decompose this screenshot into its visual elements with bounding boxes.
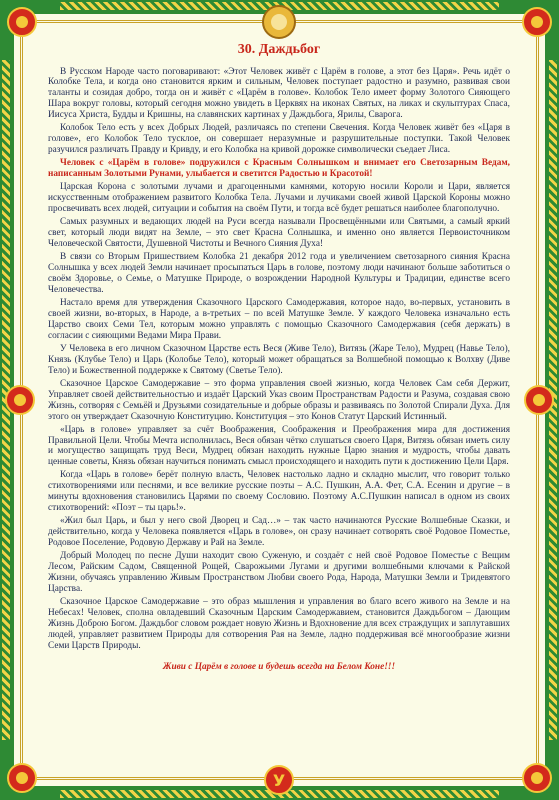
paragraph-4: Царская Корона с золотыми лучами и драгоценными камнями, которую носили Короли и Цари, является искусственным отображением развитого Колобка Тела. Лучами и лучиками своей живой Царской Короны можно просвечивать всех людей, ситуации и события на своём Пути, и тогда всё будет решаться наиболее благополучно. (48, 182, 510, 215)
paragraph-3: Человек с «Царём в голове» подружился с Красным Солнышком и внимает его Светозарным Ведам, написанным Золотыми Рунами, улыбается и светится Радостью и Красотой! (48, 158, 510, 180)
corner-medallion-top-right-icon (522, 7, 552, 37)
page-content (48, 42, 510, 675)
paragraph-10: «Царь в голове» управляет за счёт Воображения, Соображения и Преображения мира для достижения Правильной Цели. Чтобы Мечта исполнилась, Веся обязан чётко слушаться своего Царя, Витязь обязан иметь силу и могущество защищать труд Веси, Мудрец обязан находить нужные Царю знания и мудрость, чтобы давать ценные советы, Князь обязан научиться понимать смысл происходящего и находить пути к достижению Цели Царя. (48, 424, 510, 468)
paragraph-6: В связи со Вторым Пришествием Колобка 21 декабря 2012 года и увеличением светозарного сияния Красна Солнышка у всех людей Земли начинает просыпаться Царь в голове, поэтому люди начинают больше заботиться о своём Здоровье, о Семье, о Матушке Природе, о возрождении Народной Культуры и Традиции, единстве всего Человечества. (48, 252, 510, 295)
paragraph-13: Добрый Молодец по песне Души находит свою Суженую, и создаёт с ней своё Родовое Поместье с Вещим Лесом, Райским Садом, Священной Рощей, Сварожьими Лугами и другими волшебными ключами к Райской Жизни, обучаясь управлению Живым Пространством Любви своего Рода, Народа, Матушки Земли и Тридевятого Царства. (48, 551, 510, 595)
paragraph-9: Сказочное Царское Самодержавие – это форма управления своей жизнью, когда Человек Сам себя Держит, Управляет своей действительностью и издаёт Царский Указ своим Пространствам Радости и Разума, создавая свою Жизнь, сотворяя с Семьёй и Друзьями созидательные и добрые образы и развиваясь по Золотой Спирали Духа. Для этого он утверждает Сказочную Конституцию. Конституция – это Конов Статут Царский Истинный. (48, 378, 510, 422)
paragraph-2: Колобок Тело есть у всех Добрых Людей, различаясь по степени Свечения. Когда Человек живёт без «Царя в голове», его Колобок Тело тусклое, он совершает неразумные и разрушительные поступки. Такой Человек разучился различать Правду и Кривду, и его Колобка на кривой дорожке символически съедает Лиса. (48, 123, 510, 156)
corner-medallion-bottom-left-icon (7, 763, 37, 793)
corner-medallion-top-left-icon (7, 7, 37, 37)
side-medallion-right-icon (524, 385, 554, 415)
medallion-letter: У (272, 770, 286, 790)
paragraph-1: В Русском Народе часто поговаривают: «Этот Человек живёт с Царём в голове, а этот без Царя». Речь идёт о Колобке Тела, и когда оно становится ярким и сильным, Человек поступает радостно и разумно, развивая свои таланты и созидая добро, тогда он и живёт с «Царём в голове». Колобок Тело имеет форму Золотого Сияющего Шара вокруг головы, который сегодня можно увидеть в Церквях на иконах Святых, на ликах и скульптурах Спаса, Иисуса Христа, Будды и Кришны, на славянских картинах у Даждьбога, Ярилы, Сварога. (48, 66, 510, 121)
paragraph-5: Самых разумных и ведающих людей на Руси всегда называли Просвещёнными или Святыми, а самый яркий свет, который люди видят на Земле, – это свет Красна Солнышка, и именно оно является Первоисточником Человеческой Святости, Душевной Чистоты и Вечного Сияния Духа! (48, 217, 510, 250)
closing-line: Живи с Царём в голове и будешь всегда на Белом Коне!!! (162, 661, 396, 672)
sun-face-medallion-icon (262, 5, 296, 39)
corner-medallion-bottom-right-icon (522, 763, 552, 793)
page-title: 30. Даждьбог (237, 42, 321, 57)
paragraph-12: «Жил был Царь, и был у него свой Дворец и Сад…» – так часто начинаются Русские Волшебные Сказки, и действительно, когда у Человека появляется «Царь в голове», он сразу начинает сотворять своё Родовое Поместье, Родовое Поселение, Родовую Державу и Рай на Земле. (48, 516, 510, 549)
paragraph-11: Когда «Царь в голове» берёт полную власть, Человек настолько ладно и складно мыслит, что говорит только стихотворениями или песнями, и все великие русские поэты – А.С. Пушкин, А.А. Фет, С.А. Есенин и другие – в минуты вдохновения становились Царями по своему Сословию. Поэтому А.С.Пушкин написал в одном из своих стихотворений: «Поэт – ты царь!». (48, 470, 510, 514)
paragraph-14: Сказочное Царское Самодержавие – это образ мышления и управления во благо всего живого на Земле и на Небесах! Человек, сполна овладевший Сказочным Царским Самодержавием, становится Даждьбогом – Дающим Жизнь Доброю Богом. Даждьбог словом рождает новую Жизнь и Вдохновение для всех страждущих и заплутавших людей, управляет развитием Природы для сотворения Рая на Земле, ладно поддерживая всё многообразие жизни Семи Царств Природы. (48, 597, 510, 651)
paragraph-7: Настало время для утверждения Сказочного Царского Самодержавия, которое надо, во-первых, установить в своей жизни, во-вторых, в Народе, а в-третьих – по всей Матушке Земле. У каждого Человека изначально есть Царство своих Семи Тел, которым можно управлять с помощью Сказочного Самодержавия (себя держать) в согласии с сияющими Ведами Мира Прави. (48, 297, 510, 341)
paragraph-8: У Человека в его личном Сказочном Царстве есть Веся (Живе Тело), Витязь (Жаре Тело), Мудрец (Навье Тело), Князь (Клубье Тело) и Царь (Колобье Тело), который может обращаться за Волшебной помощью к Волхву (Диве Тело) и Божественной поддержке к Святому (Светье Тело). (48, 343, 510, 376)
side-medallion-left-icon (5, 385, 35, 415)
letter-medallion-icon (264, 765, 294, 795)
